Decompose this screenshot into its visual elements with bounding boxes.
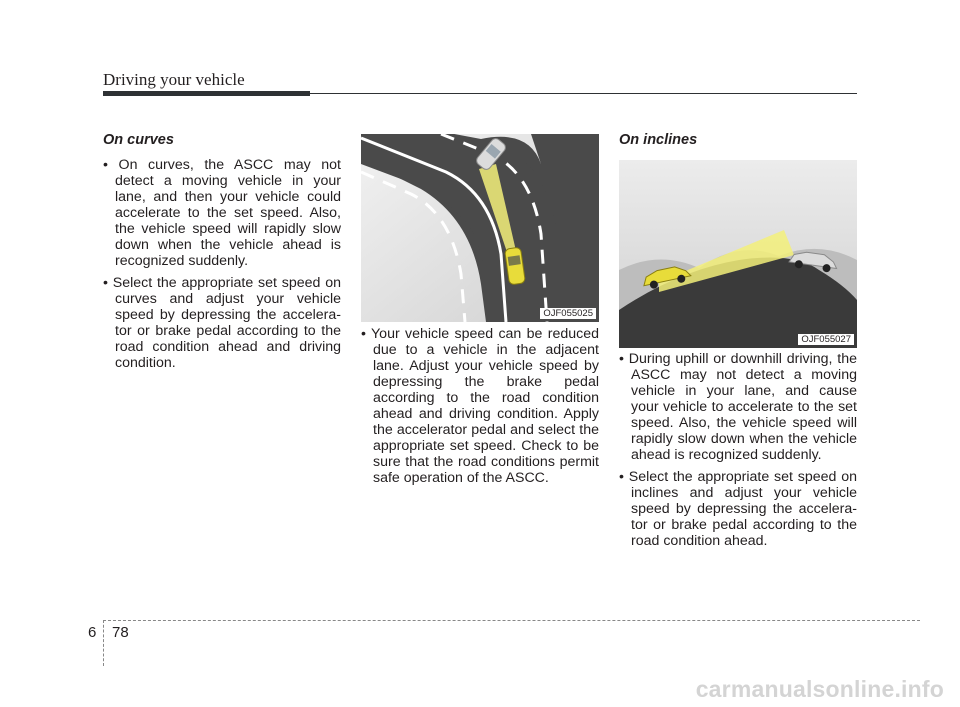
page-number: 78 <box>112 624 129 641</box>
incline-hill-drawing <box>619 160 857 348</box>
on-inclines-bullet-1: • During uphill or downhill driving, the ASCC may not detect a moving vehicle in your lane, and cause your vehicle to accelerate to the set speed. Also, the vehicle speed will rapidly slow down when the vehicle ahead is recognized suddenly. <box>619 351 857 463</box>
section-title: Driving your vehicle <box>103 70 245 89</box>
on-curves-section <box>103 132 341 377</box>
adjacent-lane-bullet: • Your vehicle speed can be reduced due to a vehicle in the adjacent lane. Adjust your vehicle speed by depressing the brake pedal according to the road condition ahead and driving condition. Apply the accelerator pedal and select the appropriate set speed. Check to be sure that the road conditions permit safe operation of the ASCC. <box>361 326 599 486</box>
on-inclines-bullet-2: • Select the appropriate set speed on inclines and adjust your vehicle speed by depressing the accelera-tor or brake pedal according to the road condition ahead. <box>619 469 857 549</box>
incline-illustration <box>619 160 857 348</box>
chapter-number: 6 <box>88 624 97 641</box>
footer-rule <box>103 620 920 621</box>
curve-illustration <box>361 134 599 322</box>
header-rule <box>310 93 857 94</box>
figure-code: OJF055027 <box>798 334 854 345</box>
on-inclines-heading: On inclines <box>619 132 698 148</box>
on-curves-bullet-1: • On curves, the ASCC may not detect a moving vehicle in your lane, and then your vehicle could accelerate to the set speed. Also, the vehicle speed will rapidly slow down when the vehicle ahead is recognized suddenly. <box>103 157 341 269</box>
figure-code: OJF055025 <box>540 308 596 319</box>
on-curves-heading: On curves <box>103 132 174 148</box>
watermark: carmanualsonline.info <box>695 676 944 702</box>
header-bar <box>103 91 310 96</box>
adjacent-lane-section <box>361 326 599 492</box>
on-curves-bullet-2: • Select the appropriate set speed on curves and adjust your vehicle speed by depressing the accelera-tor or brake pedal according to the road condition ahead and driving condition. <box>103 275 341 371</box>
curve-road-drawing <box>361 134 599 322</box>
footer-divider <box>103 620 104 666</box>
